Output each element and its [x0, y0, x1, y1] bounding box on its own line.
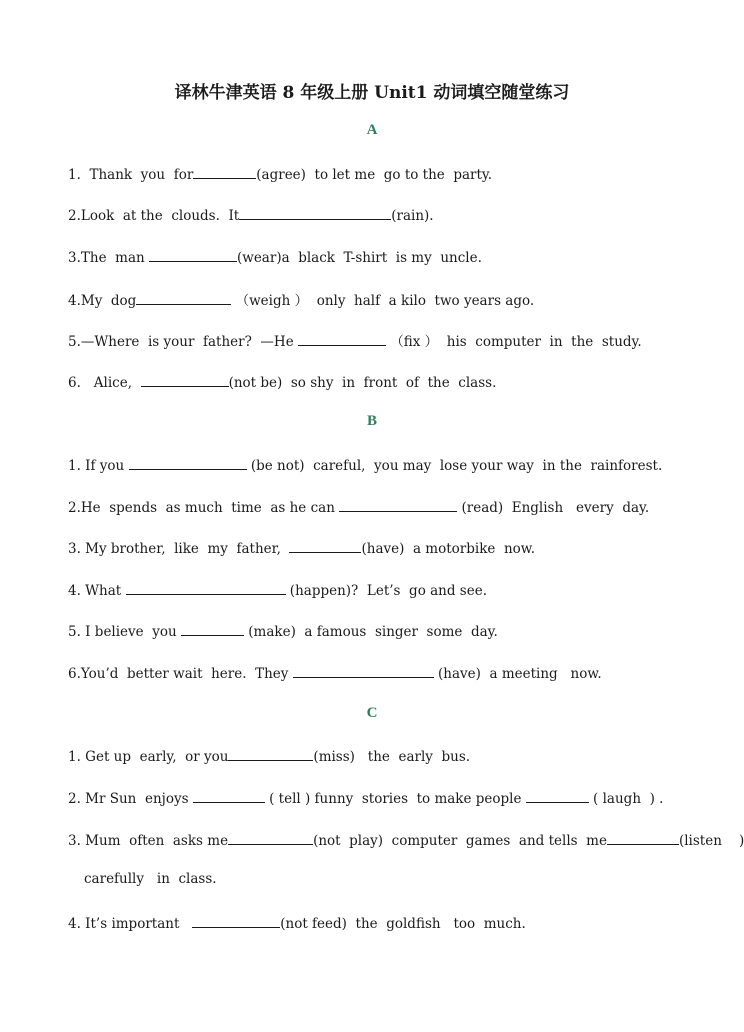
- question-text: 4. What: [68, 583, 126, 599]
- question-text: 6.You’d better wait here. They: [68, 666, 293, 682]
- question-text: (happen)? Let’s go and see.: [285, 583, 487, 599]
- section-a-heading: A: [366, 122, 378, 138]
- worksheet-title: 译林牛津英语 8 年级上册 Unit1 动词填空随堂练习: [174, 83, 570, 103]
- answer-blank[interactable]: [298, 331, 386, 346]
- question-text: 4.My dog: [68, 293, 137, 309]
- question-text: 3. Mum often asks me: [68, 833, 229, 849]
- question-text: (not play) computer games and tells me: [313, 833, 607, 849]
- section-b-heading: B: [366, 413, 377, 429]
- question-text: (miss) the early bus.: [313, 749, 471, 765]
- question-text: ( tell ) funny stories to make people: [264, 791, 526, 807]
- answer-blank[interactable]: [239, 205, 391, 220]
- question-text: (wear)a black T-shirt is my uncle.: [237, 250, 482, 266]
- question-b3: [68, 538, 535, 557]
- question-b5: [68, 621, 498, 640]
- question-b2: [68, 497, 649, 516]
- answer-blank[interactable]: [141, 372, 229, 387]
- question-a2: [68, 205, 434, 224]
- answer-blank[interactable]: [149, 247, 237, 262]
- question-text: 1. If you: [68, 458, 129, 474]
- answer-blank[interactable]: [339, 497, 457, 512]
- answer-blank[interactable]: [293, 663, 434, 678]
- answer-blank[interactable]: [289, 538, 361, 553]
- question-text: (have) a meeting now.: [433, 666, 602, 682]
- question-text: （fix ） his computer in the study.: [385, 334, 642, 350]
- question-text: 2.Look at the clouds. It: [68, 208, 240, 224]
- answer-blank[interactable]: [136, 290, 231, 305]
- answer-blank[interactable]: [126, 580, 286, 595]
- question-c4: [68, 913, 526, 932]
- question-text: (make) a famous singer some day.: [244, 624, 498, 640]
- answer-blank[interactable]: [607, 830, 679, 845]
- question-a3: [68, 247, 482, 266]
- question-text: (not feed) the goldfish too much.: [280, 916, 526, 932]
- question-text: (listen ): [678, 833, 744, 849]
- question-text: (be not) careful, you may lose your way in the rainforest.: [246, 458, 663, 474]
- question-text: (have) a motorbike now.: [361, 541, 536, 557]
- question-text: (agree) to let me go to the party.: [256, 167, 493, 183]
- question-text: 2.He spends as much time as he can: [68, 500, 340, 516]
- answer-blank[interactable]: [129, 455, 247, 470]
- answer-blank[interactable]: [193, 788, 265, 803]
- question-a1: [68, 164, 492, 183]
- question-b6: [68, 663, 602, 682]
- question-text: 3.The man: [68, 250, 149, 266]
- answer-blank[interactable]: [181, 621, 244, 636]
- question-a4: [68, 289, 534, 309]
- question-text: (not be) so shy in front of the class.: [228, 375, 497, 391]
- question-text: 3. My brother, like my father,: [68, 541, 290, 557]
- question-a5: [68, 330, 642, 350]
- question-a6: [68, 372, 496, 391]
- answer-blank[interactable]: [193, 164, 256, 179]
- question-text: (read) English every day.: [457, 500, 650, 516]
- question-text: 6. Alice,: [68, 375, 141, 391]
- question-c3-continued: carefully in class.: [84, 871, 217, 887]
- question-text: 4. It’s important: [68, 916, 193, 932]
- question-b4: [68, 580, 487, 599]
- question-text: (rain).: [391, 208, 434, 224]
- question-text: 1. Thank you for: [68, 167, 194, 183]
- question-c1: [68, 746, 470, 765]
- question-text: 2. Mr Sun enjoys: [68, 791, 193, 807]
- question-text: 1. Get up early, or you: [68, 749, 229, 765]
- section-c-heading: C: [366, 705, 378, 721]
- question-c2: [68, 788, 663, 807]
- answer-blank[interactable]: [228, 830, 313, 845]
- answer-blank[interactable]: [526, 788, 589, 803]
- question-b1: [68, 455, 662, 474]
- question-text: 5. I believe you: [68, 624, 181, 640]
- answer-blank[interactable]: [192, 913, 280, 928]
- question-text: ( laugh ) .: [588, 791, 664, 807]
- answer-blank[interactable]: [228, 746, 313, 761]
- question-c3: [68, 830, 744, 849]
- question-text: （weigh ） only half a kilo two years ago.: [231, 293, 535, 309]
- question-text: 5.—Where is your father? —He: [68, 334, 298, 350]
